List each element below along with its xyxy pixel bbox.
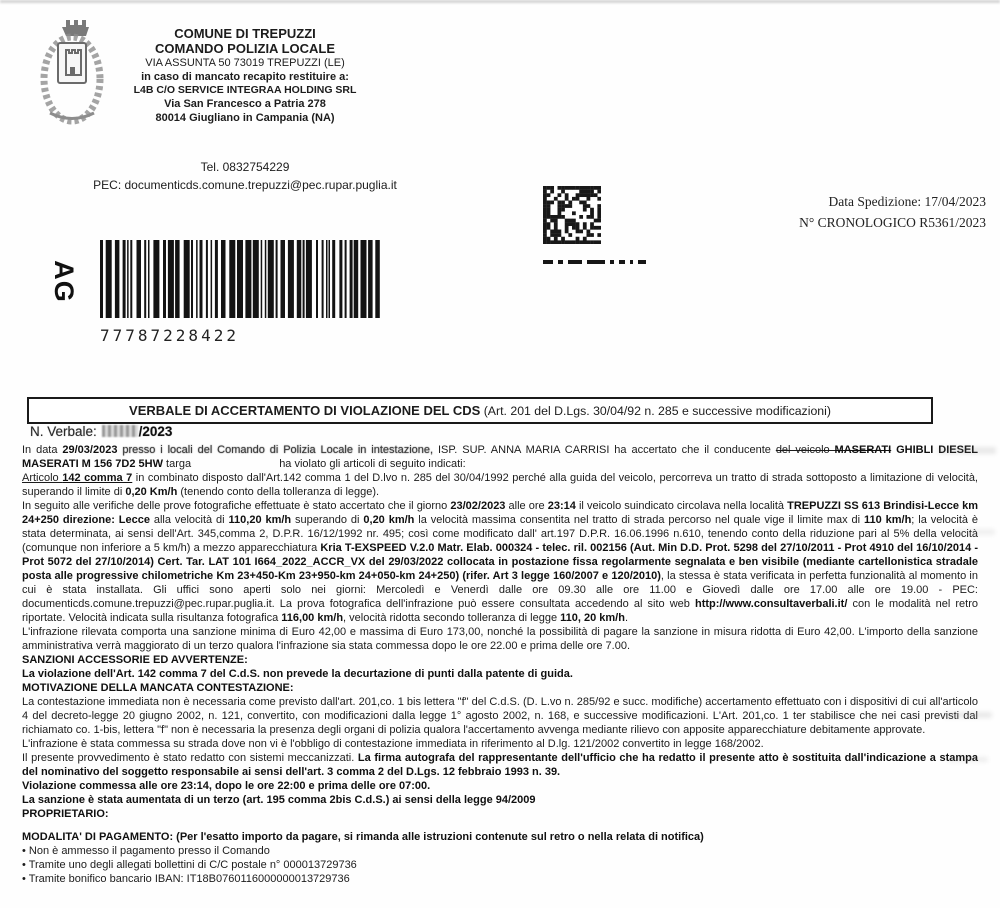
text-segment: il veicolo suindicato circolava nella località bbox=[575, 500, 788, 512]
text-segment: 23:14 bbox=[547, 500, 576, 512]
scan-smudge bbox=[955, 529, 995, 535]
datamatrix-barcode-icon bbox=[543, 186, 601, 244]
redacted-strip bbox=[543, 260, 646, 264]
text-segment: MASERATI bbox=[834, 444, 892, 456]
barcode-icon bbox=[100, 240, 380, 320]
barcode-side-label: AG bbox=[48, 260, 79, 303]
letterhead-line: COMUNE DI TREPUZZI bbox=[174, 26, 316, 41]
letterhead-line: VIA ASSUNTA 50 73019 TREPUZZI (LE) bbox=[145, 57, 345, 69]
text-segment: TREPUZZI SS 613 Brindisi-Lecce km 24+250 direzione: Lecce bbox=[22, 500, 978, 526]
text-segment: 116,00 km/h bbox=[281, 612, 344, 624]
verbale-year: /2023 bbox=[138, 424, 173, 439]
body-paragraph bbox=[22, 695, 978, 737]
letterhead-line: L4B C/O SERVICE INTEGRAA HOLDING SRL bbox=[133, 84, 357, 96]
text-segment: Violazione commessa alle ore 23:14, dopo le ore 22:00 e prima delle ore 07:00. bbox=[22, 780, 431, 792]
text-segment: 110 km/h bbox=[863, 514, 912, 526]
dispatch-date: Data Spedizione: 17/04/2023 bbox=[828, 194, 986, 209]
text-segment: , velocità ridotta secondo tolleranza di legge bbox=[343, 612, 561, 624]
text-segment: SANZIONI ACCESSORIE ED AVVERTENZE: bbox=[22, 654, 248, 666]
redacted-verbale-number bbox=[102, 425, 138, 437]
redaction-dash bbox=[558, 260, 563, 264]
text-segment: In seguito alle verifiche delle prove fotografiche effettuate è stato accertato che il giorno bbox=[22, 500, 451, 512]
redaction-dash bbox=[587, 260, 605, 264]
letterhead-line: Via San Francesco a Patria 278 bbox=[164, 98, 326, 110]
text-segment: presso i locali del Comando di Polizia Locale in intestazione, bbox=[117, 444, 438, 456]
body-paragraph bbox=[22, 807, 978, 821]
text-segment: 0,20 km/h bbox=[363, 514, 415, 526]
redacted-plate-gap bbox=[194, 466, 279, 467]
pec-line: PEC: documenticds.comune.trepuzzi@pec.rupar.puglia.it bbox=[93, 178, 397, 192]
redaction-dash bbox=[638, 260, 646, 264]
body-paragraph bbox=[22, 844, 978, 858]
text-segment: alla velocità di bbox=[149, 514, 229, 526]
letterhead-line: COMANDO POLIZIA LOCALE bbox=[154, 41, 336, 56]
text-segment: http://www.consultaverbali.it/ bbox=[695, 598, 848, 610]
body-paragraph bbox=[22, 872, 978, 886]
text-segment: ha violato gli articoli di seguito indicati: bbox=[279, 458, 466, 470]
mailing-info bbox=[799, 191, 986, 233]
body-paragraph bbox=[22, 793, 978, 807]
scan-smudge bbox=[944, 712, 992, 718]
body-paragraph bbox=[22, 858, 978, 872]
contact-block bbox=[60, 158, 430, 194]
redaction-dash bbox=[543, 260, 553, 264]
body-paragraph bbox=[22, 471, 978, 499]
redaction-dash bbox=[630, 260, 633, 264]
document-title: VERBALE DI ACCERTAMENTO DI VIOLAZIONE DEL CDS bbox=[129, 403, 481, 418]
text-segment: La violazione dell'Art. 142 comma 7 del C.d.S. non prevede la decurtazione di punti dalla patente di guida. bbox=[22, 668, 573, 680]
text-segment: In data bbox=[22, 444, 63, 456]
text-segment: la velocità massima consentita nel tratto di strada percorso nel quale vige il limite max di bbox=[414, 514, 864, 526]
redaction-dash bbox=[619, 260, 625, 264]
scan-smudge bbox=[938, 447, 996, 454]
text-segment: • Tramite uno degli allegati bollettini di C/C postale n° 000013729736 bbox=[22, 859, 357, 871]
scan-smudge bbox=[948, 757, 988, 762]
text-segment: • Tramite bonifico bancario IBAN: IT18B0760116000000013729736 bbox=[22, 873, 350, 885]
verbale-number-line bbox=[30, 424, 172, 439]
text-segment: Articolo bbox=[22, 472, 63, 484]
body-paragraph bbox=[22, 751, 978, 779]
text-segment: targa bbox=[163, 458, 195, 470]
body-paragraph bbox=[22, 443, 978, 471]
letterhead bbox=[60, 26, 430, 125]
body-paragraph bbox=[22, 625, 978, 653]
text-segment: ISP. SUP. ANNA MARIA CARRISI ha accertato che il conducente bbox=[437, 444, 776, 456]
text-segment: 142 comma 7 bbox=[62, 472, 133, 484]
text-segment: alle ore bbox=[505, 500, 548, 512]
text-segment: La firma autografa del rappresentante dell'ufficio che ha redatto il presente atto è sostituita dall'indicazione a stampa del nominativo del soggetto responsabile ai sensi dell'art. 3 comma 2 del D.Lgs. 12 febbraio 1993 n. 39. bbox=[22, 752, 978, 778]
title-box bbox=[27, 397, 933, 424]
text-segment: (tenendo conto della tolleranza di legge). bbox=[177, 486, 380, 498]
text-segment: L'infrazione è stata commessa su strada dove non vi è l'obbligo di contestazione immediata in riferimento al D.lg. 121/2002 convertito in legge 168/2002. bbox=[22, 738, 764, 750]
text-segment: , la stessa è stata verificata in perfetta funzionalità al momento in cui è stata installata. Gli uffici sono aperti solo nei giorni: Mercoledì e Venerdì dalle ore 09.30 alle ore 11.00 e Giovedì dalle ore 17.00 alle ore 19.00 - PEC: documenticds.comune.trepuzzi@pec.rupar.puglia.it. La prova fotografica dell'infrazione può essere consultata accedendo al sito web bbox=[22, 570, 978, 610]
text-segment: MOTIVAZIONE DELLA MANCATA CONTESTAZIONE: bbox=[22, 682, 294, 694]
body-paragraph bbox=[22, 737, 978, 751]
text-segment: 110, 20 km/h bbox=[560, 612, 625, 624]
phone-line: Tel. 0832754229 bbox=[200, 160, 290, 174]
text-segment: • Non è ammesso il pagamento presso il Comando bbox=[22, 845, 270, 857]
scan-edge-artifact bbox=[0, 0, 1000, 3]
text-segment: Il presente provvedimento è stato redatto con sistemi meccanizzati. bbox=[22, 752, 358, 764]
document-title-reference: (Art. 201 del D.Lgs. 30/04/92 n. 285 e successive modificazioni) bbox=[480, 404, 831, 418]
text-segment: L'infrazione rilevata comporta una sanzione minima di Euro 42,00 e massima di Euro 173,00, nonché la possibilità di pagare la sanzione in misura ridotta di Euro 42,00. L'importo della sanzione amministrativa verrà maggiorato di un terzo qualora l'infrazione sia stata commessa dopo le ore 22.00 e prima delle ore 7.00. bbox=[22, 626, 978, 652]
text-segment: . bbox=[624, 612, 629, 624]
letterhead-line: 80014 Giugliano in Campania (NA) bbox=[155, 112, 335, 124]
text-segment: La sanzione è stata aumentata di un terzo (art. 195 comma 2bis C.d.S.) ai sensi della legge 94/2009 bbox=[22, 794, 536, 806]
redaction-dash bbox=[568, 260, 582, 264]
barcode-number: 77787228422 bbox=[100, 326, 239, 345]
body-paragraph bbox=[22, 830, 978, 844]
text-segment: superando di bbox=[291, 514, 364, 526]
text-segment: 110,20 km/h bbox=[228, 514, 292, 526]
text-segment: La contestazione immediata non è necessaria come previsto dall'art. 201,co. 1 bis lettera "f" del C.d.S. (D. L.vo n. 285/92 e succ. modifiche) accertamento effettuato con i dispositivi di cui all'articolo 4 del decreto-legge 20 giugno 2002, n. 121, convertito, con modificazioni dalla legge 1° agosto 2002, n. 168, e successive modificazioni. L'Art. 201,co. 1 ter stabilisce che nei casi previsti dal richiamato co. 1-bis, lettera "f" non è necessaria la presenza degli organi di polizia qualora l'accertamento avvenga mediante rilievo con apposite apparecchiature debitamente approvate. bbox=[22, 696, 978, 736]
text-segment: 23/02/2023 bbox=[450, 500, 506, 512]
text-segment: GHIBLI DIESEL MASERATI M 156 7D2 5HW bbox=[22, 444, 978, 470]
chronological-number: N° CRONOLOGICO R5361/2023 bbox=[799, 215, 986, 230]
body-paragraph bbox=[22, 779, 978, 793]
text-segment: 29/03/2023 bbox=[62, 444, 118, 456]
text-segment: in combinato disposto dall'Art.142 comma 1 del D.lvo n. 285 del 30/04/1992 perché alla guida del veicolo, percorreva un tratto di strada sottoposto a limitazione di velocità, superando il limite di bbox=[22, 472, 978, 498]
text-segment: PROPRIETARIO: bbox=[22, 808, 109, 820]
letterhead-line: in caso di mancato recapito restituire a: bbox=[141, 71, 349, 83]
text-segment: con le modalità nel retro riportate. Velocità indicata sulla risultanza fotografica bbox=[22, 598, 979, 624]
text-segment: del veicolo bbox=[775, 444, 835, 456]
body-paragraph bbox=[22, 681, 978, 695]
text-segment: MODALITA' DI PAGAMENTO: (Per l'esatto importo da pagare, si rimanda alle istruzioni contenute sul retro o nella relata di notifica) bbox=[22, 831, 704, 843]
redaction-dash bbox=[610, 260, 614, 264]
text-segment: ; la velocità è stata determinata, ai sensi dell'Art. 345,comma 2, D.P.R. 16/12/1992 nr. 495; così come modificato dall' art.197 D.P.R. 16.06.1996 n.610, tenendo conto della riduzione pari al 5% della velocità (comunque non inferiore a 5 km/h) a mezzo apparecchiatura bbox=[22, 514, 979, 554]
body-paragraph bbox=[22, 499, 978, 625]
body-text bbox=[22, 443, 978, 886]
text-segment: Kria T-EXSPEED V.2.0 Matr. Elab. 000324 - telec. ril. 002156 (Aut. Min D.D. Prot. 5298 del 27/10/2011 - Prot 4910 del 16/10/2014 - Prot 5072 del 27/10/2014) Cert. Tar. LAT 101 I664_2022_ACCR_VX del 29/03/2022 collocata in postazione fissa regolarmente segnalata e ben visibile (mediante cartellonistica stradale posta alle progressive chilometriche Km 23+450-Km 23+950-km 24+050-km 24+250) (rifer. Art 3 legge 160/2007 e 120/2010) bbox=[22, 542, 978, 582]
text-segment: 0,20 Km/h bbox=[125, 486, 178, 498]
verbale-label: N. Verbale: bbox=[30, 424, 97, 439]
body-paragraph bbox=[22, 667, 978, 681]
barcode-block bbox=[48, 236, 408, 356]
body-paragraph bbox=[22, 653, 978, 667]
